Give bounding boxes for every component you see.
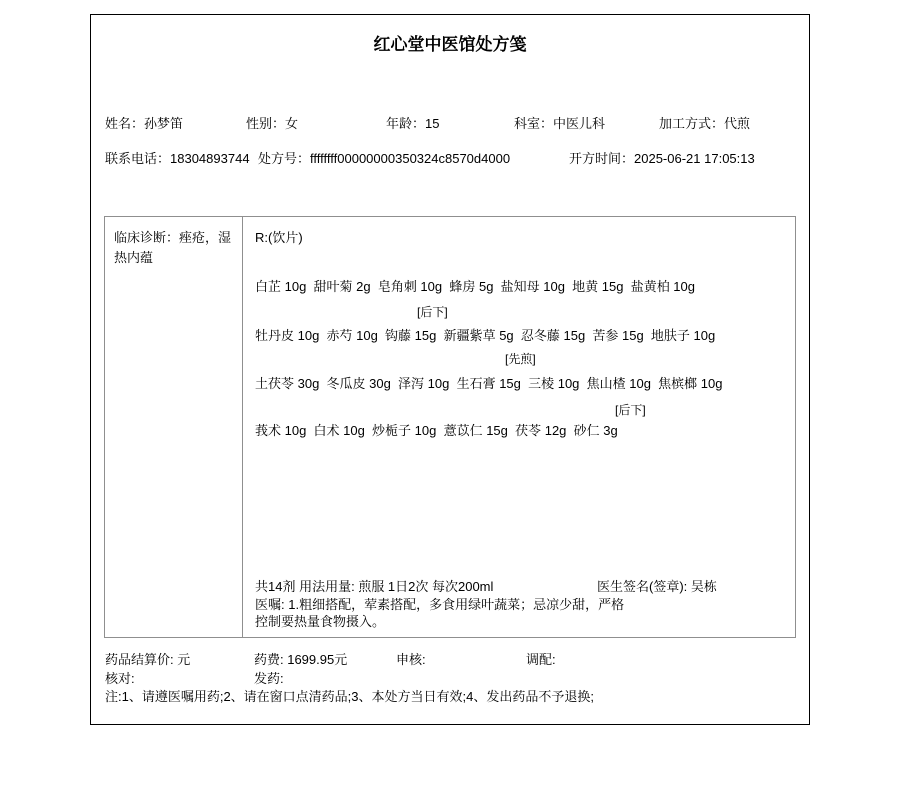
medical-advice-line-1: 医嘱: 1.粗细搭配，荤素搭配，多食用绿叶蔬菜；忌凉少甜，严格: [255, 597, 625, 612]
issue-time-field: [569, 151, 755, 167]
clinical-diagnosis: [114, 228, 236, 268]
herb-line-2: 牡丹皮 10g 赤芍 10g 钩藤 15g 新疆紫草 5g 忍冬藤 15g 苦参 15g 地肤子 10g: [255, 328, 716, 343]
herb-annotation-xianjian: [先煎]: [505, 352, 536, 366]
issue-time-label: 开方时间：: [569, 151, 635, 166]
patient-age-field: [386, 116, 439, 132]
prescription-sheet: [90, 14, 810, 725]
herb-line-3: 土茯苓 30g 冬瓜皮 30g 泽泻 10g 生石膏 15g 三棱 10g 焦山楂 10g 焦槟榔 10g: [255, 376, 723, 391]
patient-department-value: 中医儿科: [553, 116, 606, 131]
rx-number-label: 处方号：: [258, 151, 311, 166]
usage-value: 煎服 1日2次 每次200ml: [358, 579, 494, 594]
usage-line: [255, 579, 493, 595]
diagnosis-label: 临床诊断：: [114, 230, 180, 245]
patient-gender-field: [246, 116, 298, 132]
review-label: 申核:: [396, 652, 426, 667]
fee-label: 药费: 1699.95元: [254, 652, 348, 667]
patient-department-label: 科室：: [514, 116, 554, 131]
processing-method-value: 代煎: [724, 116, 751, 131]
rx-number-field: [258, 151, 510, 167]
patient-name-label: 姓名：: [105, 116, 145, 131]
total-doses: 共14剂: [255, 579, 300, 594]
rx-header: R:(饮片): [255, 230, 303, 245]
allocate-label: 调配:: [526, 652, 556, 667]
doctor-signature-value: 吴栋: [690, 579, 717, 594]
herb-annotation-houxia-2: [后下]: [615, 403, 646, 417]
doctor-signature-label: 医生签名(签章):: [597, 579, 691, 594]
patient-phone-label: 联系电话：: [105, 151, 171, 166]
diagnosis-divider: [242, 217, 243, 637]
patient-age-value: 15: [425, 116, 440, 131]
herb-line-4: 莪术 10g 白术 10g 炒栀子 10g 薏苡仁 15g 茯苓 12g 砂仁 3g: [255, 423, 618, 438]
patient-gender-value: 女: [285, 116, 299, 131]
prescription-box: [104, 216, 796, 638]
footer-note: 注:1、请遵医嘱用药;2、请在窗口点清药品;3、本处方当日有效;4、发出药品不予退换;: [105, 689, 594, 704]
patient-age-label: 年龄：: [386, 116, 426, 131]
processing-method-label: 加工方式：: [659, 116, 725, 131]
doctor-signature-field: [597, 579, 717, 595]
dispense-label: 发药:: [254, 671, 284, 686]
page-title: 红心堂中医馆处方笺: [373, 35, 527, 54]
check-label: 核对:: [105, 671, 135, 686]
medical-advice-line-2: 控制要热量食物摄入。: [255, 614, 386, 629]
settlement-price-label: 药品结算价: 元: [105, 652, 191, 667]
herb-line-1: 白芷 10g 甜叶菊 2g 皂角刺 10g 蜂房 5g 盐知母 10g 地黄 15g 盐黄柏 10g: [255, 279, 695, 294]
patient-name-field: [105, 116, 183, 132]
patient-phone-value: 18304893744: [170, 151, 250, 166]
processing-method-field: [659, 116, 750, 132]
patient-department-field: [514, 116, 605, 132]
issue-time-value: 2025-06-21 17:05:13: [634, 151, 755, 166]
patient-phone-field: [105, 151, 250, 167]
rx-number-value: ffffffff00000000350324c8570d4000: [310, 151, 511, 166]
herb-annotation-houxia-1: [后下]: [417, 305, 448, 319]
patient-gender-label: 性别：: [246, 116, 286, 131]
usage-label: 用法用量:: [299, 579, 359, 594]
patient-name-value: 孙梦笛: [144, 116, 184, 131]
diagnosis-value: 痤疮，湿热内蕴: [114, 230, 232, 265]
